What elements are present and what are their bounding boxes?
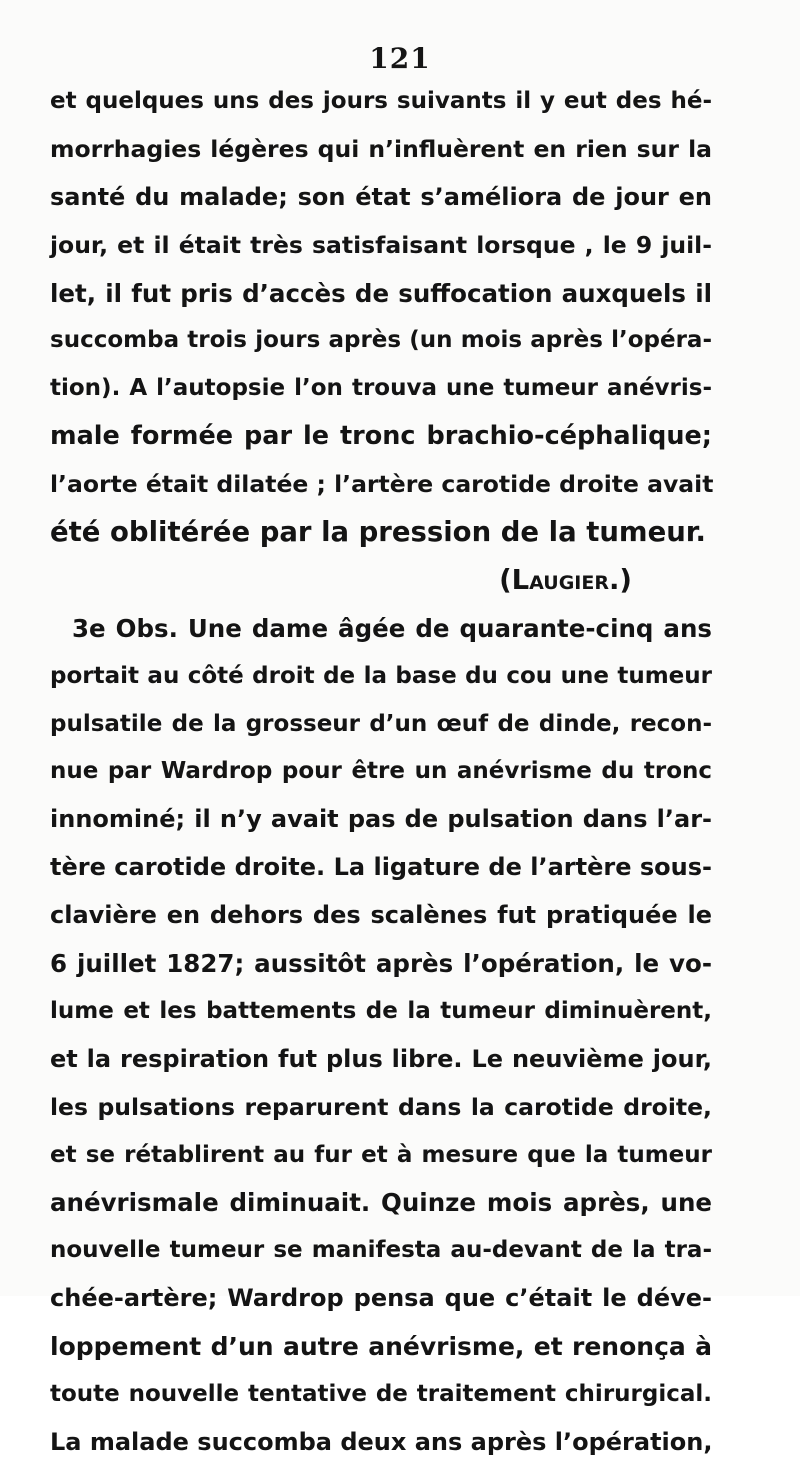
text-line: l’aorte était dilatée ; l’artère carotide droite avait	[50, 470, 714, 499]
page-number: 121	[369, 42, 431, 75]
text-line: et se rétablirent au fur et à mesure que la tumeur	[50, 1141, 712, 1168]
text-line: et quelques uns des jours suivants il y eut des hé-	[50, 88, 712, 114]
text-line: chée-artère; Wardrop pensa que c’était le déve-	[50, 1284, 712, 1313]
text-line: 3e Obs. Une dame âgée de quarante-cinq ans	[72, 613, 712, 643]
text-line: innominé; il n’y avait pas de pulsation dans l’ar-	[50, 805, 712, 834]
text-line: anévrismale diminuait. Quinze mois après, une	[50, 1188, 712, 1218]
text-line: nue par Wardrop pour être un anévrisme du tronc	[50, 758, 712, 785]
text-line: nouvelle tumeur se manifesta au-devant de la tra-	[50, 1237, 712, 1264]
text-line: les pulsations reparurent dans la carotide droite,	[50, 1092, 712, 1121]
text-line: été oblitérée par la pression de la tumeur.	[50, 516, 706, 549]
text-line: clavière en dehors des scalènes fut pratiquée le	[50, 901, 712, 930]
text-line: morrhagies légères qui n’influèrent en rien sur la	[50, 134, 712, 163]
text-line: toute nouvelle tentative de traitement chirurgical.	[50, 1381, 712, 1408]
text-line: succomba trois jours après (un mois après l’opéra-	[50, 327, 712, 354]
text-line: tère carotide droite. La ligature de l’artère sous-	[50, 853, 712, 882]
text-line: santé du malade; son état s’améliora de jour en	[50, 182, 712, 211]
text-line: lume et les battements de la tumeur diminuèrent,	[50, 997, 712, 1024]
text-line: let, il fut pris d’accès de suffocation auxquels il	[50, 278, 712, 308]
text-line: et la respiration fut plus libre. Le neuvième jour,	[50, 1044, 712, 1073]
text-line: 6 juillet 1827; aussitôt après l’opération, le vo-	[50, 949, 712, 979]
citation-line: (Laugier.)	[499, 563, 632, 596]
text-line: male formée par le tronc brachio-céphalique;	[50, 421, 712, 452]
body-text	[50, 78, 712, 1467]
text-line: pulsatile de la grosseur d’un œuf de dinde, recon-	[50, 710, 712, 737]
text-line: jour, et il était très satisfaisant lorsque , le 9 juil-	[50, 230, 712, 259]
text-line: La malade succomba deux ans après l’opération,	[50, 1427, 713, 1456]
text-line: tion). A l’autopsie l’on trouva une tumeur anévris-	[50, 375, 712, 402]
text-line: portait au côté droit de la base du cou une tumeur	[50, 662, 712, 689]
text-line: loppement d’un autre anévrisme, et renonça à	[50, 1332, 712, 1362]
